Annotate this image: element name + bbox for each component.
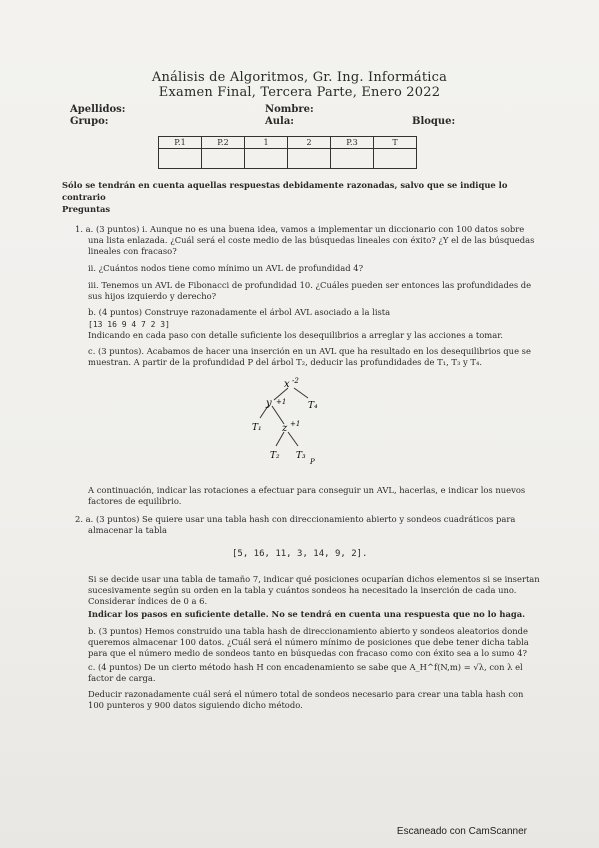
grade-cell (288, 149, 331, 169)
q1a-ii-text: ii. ¿Cuántos nodos tiene como mínimo un AVL de profundidad 4? (88, 263, 364, 273)
q1a-text: una lista enlazada. ¿Cuál será el coste medio de las búsquedas lineales con éxito? ¿Y el de las búsquedas (88, 235, 535, 245)
grade-cell (245, 149, 288, 169)
exam-subtitle: Examen Final, Tercera Parte, Enero 2022 (158, 85, 441, 100)
q2a-list: [5, 16, 11, 3, 14, 9, 2]. (232, 549, 368, 559)
tree-node-y-balance: +1 (276, 398, 287, 406)
q2c-text: 100 punteros y 900 datos siguiendo dicho método. (88, 700, 303, 710)
intro-line: Sólo se tendrán en cuenta aquellas respuestas debidamente razonadas, salvo que se indique lo (62, 180, 508, 190)
grade-header-cell: 2 (288, 137, 331, 149)
q2a-text: Si se decide usar una tabla de tamaño 7, indicar qué posiciones ocuparían dichos elementos si se insertan (88, 574, 540, 584)
avl-tree-sketch (240, 372, 360, 472)
q1a-iii-text: sus hijos izquierdo y derecho? (88, 291, 217, 301)
tree-node-x-balance: -2 (292, 377, 299, 385)
tree-node-y: y (266, 398, 272, 409)
q1a-text: 1. a. (3 puntos) i. Aunque no es una buena idea, vamos a implementar un diccionario con 100 datos sobre (75, 224, 525, 234)
tree-node-z: z (282, 423, 288, 434)
tree-depth-p: P (310, 458, 315, 466)
grade-header-cell: 1 (245, 137, 288, 149)
q2b-text: queremos almacenar 100 datos. ¿Cuál será el número mínimo de posiciones que debe tener dicha tabla (88, 637, 529, 647)
q2c-text: Deducir razonadamente cuál será el número total de sondeos necesario para crear una tabla hash con (88, 689, 524, 699)
q1c-text: muestran. A partir de la profundidad P del árbol T₂, deducir las profundidades de T₁, T₃ y T₄. (88, 357, 482, 367)
grade-cell (202, 149, 245, 169)
grade-cell (159, 149, 202, 169)
bloque-label: Bloque: (412, 116, 456, 127)
q1b-text: Indicando en cada paso con detalle suficiente los desequilibrios a arreglar y las acciones a tomar. (88, 330, 503, 340)
grade-header-cell: T (374, 137, 417, 149)
grade-header-cell: P.2 (202, 137, 245, 149)
q2a-text: sucesivamente según su orden en la tabla y cuántos sondeos ha necesitado la inserción de cada uno. (88, 585, 517, 595)
q1b-text: b. (4 puntos) Construye razonadamente el árbol AVL asociado a la lista (88, 307, 391, 317)
tree-node-z-balance: +1 (290, 420, 301, 428)
q2c-text: factor de carga. (88, 673, 156, 683)
grade-cell (374, 149, 417, 169)
q1a-iii-text: iii. Tenemos un AVL de Fibonacci de profundidad 10. ¿Cuáles pueden ser entonces las profundidades de (88, 280, 532, 290)
grade-table (158, 136, 417, 169)
q2a-bold-note: Indicar los pasos en suficiente detalle. No se tendrá en cuenta una respuesta que no lo haga. (88, 609, 526, 619)
grade-header-cell: P.1 (159, 137, 202, 149)
grupo-label: Grupo: (70, 116, 109, 127)
q1a-text: lineales con fracaso? (88, 246, 177, 256)
q2a-text: Considerar índices de 0 a 6. (88, 596, 208, 606)
tree-subtree-t3: T₃ (296, 451, 306, 461)
q2c-text: c. (4 puntos) De un cierto método hash H con encadenamiento se sabe que A_H^f(N,m) = √λ, con λ el (88, 662, 523, 672)
nombre-label: Nombre: (265, 104, 314, 115)
apellidos-label: Apellidos: (70, 104, 126, 115)
tree-subtree-t1: T₁ (252, 423, 262, 433)
q1c-text: c. (3 puntos). Acabamos de hacer una inserción en un AVL que ha resultado en los desequilibrios que se (88, 346, 531, 356)
q2b-text: para que el número medio de sondeos tanto en búsquedas con fracaso como con éxito sea a lo sumo 4? (88, 648, 527, 658)
q2a-text: almacenar la tabla (88, 525, 168, 535)
tree-subtree-t4: T₄ (308, 401, 318, 411)
tree-subtree-t2: T₂ (270, 451, 280, 461)
q1c-text: factores de equilibrio. (88, 496, 182, 506)
q1b-list: [13 16 9 4 7 2 3] (88, 320, 170, 329)
aula-label: Aula: (265, 116, 294, 127)
scanner-watermark: Escaneado con CamScanner (396, 826, 527, 837)
grade-cell (331, 149, 374, 169)
intro-line: contrario (62, 192, 106, 202)
q2a-text: 2. a. (3 puntos) Se quiere usar una tabla hash con direccionamiento abierto y sondeos cuadráticos para (75, 514, 516, 524)
grade-header-cell: P.3 (331, 137, 374, 149)
tree-node-x: x (284, 379, 290, 390)
exam-title: Análisis de Algoritmos, Gr. Ing. Informática (151, 70, 448, 85)
q2b-text: b. (3 puntos) Hemos construido una tabla hash de direccionamiento abierto y sondeos aleatorios donde (88, 626, 528, 636)
q1c-text: A continuación, indicar las rotaciones a efectuar para conseguir un AVL, hacerlas, e indicar los nuevos (88, 485, 526, 495)
questions-heading: Preguntas (62, 204, 111, 214)
